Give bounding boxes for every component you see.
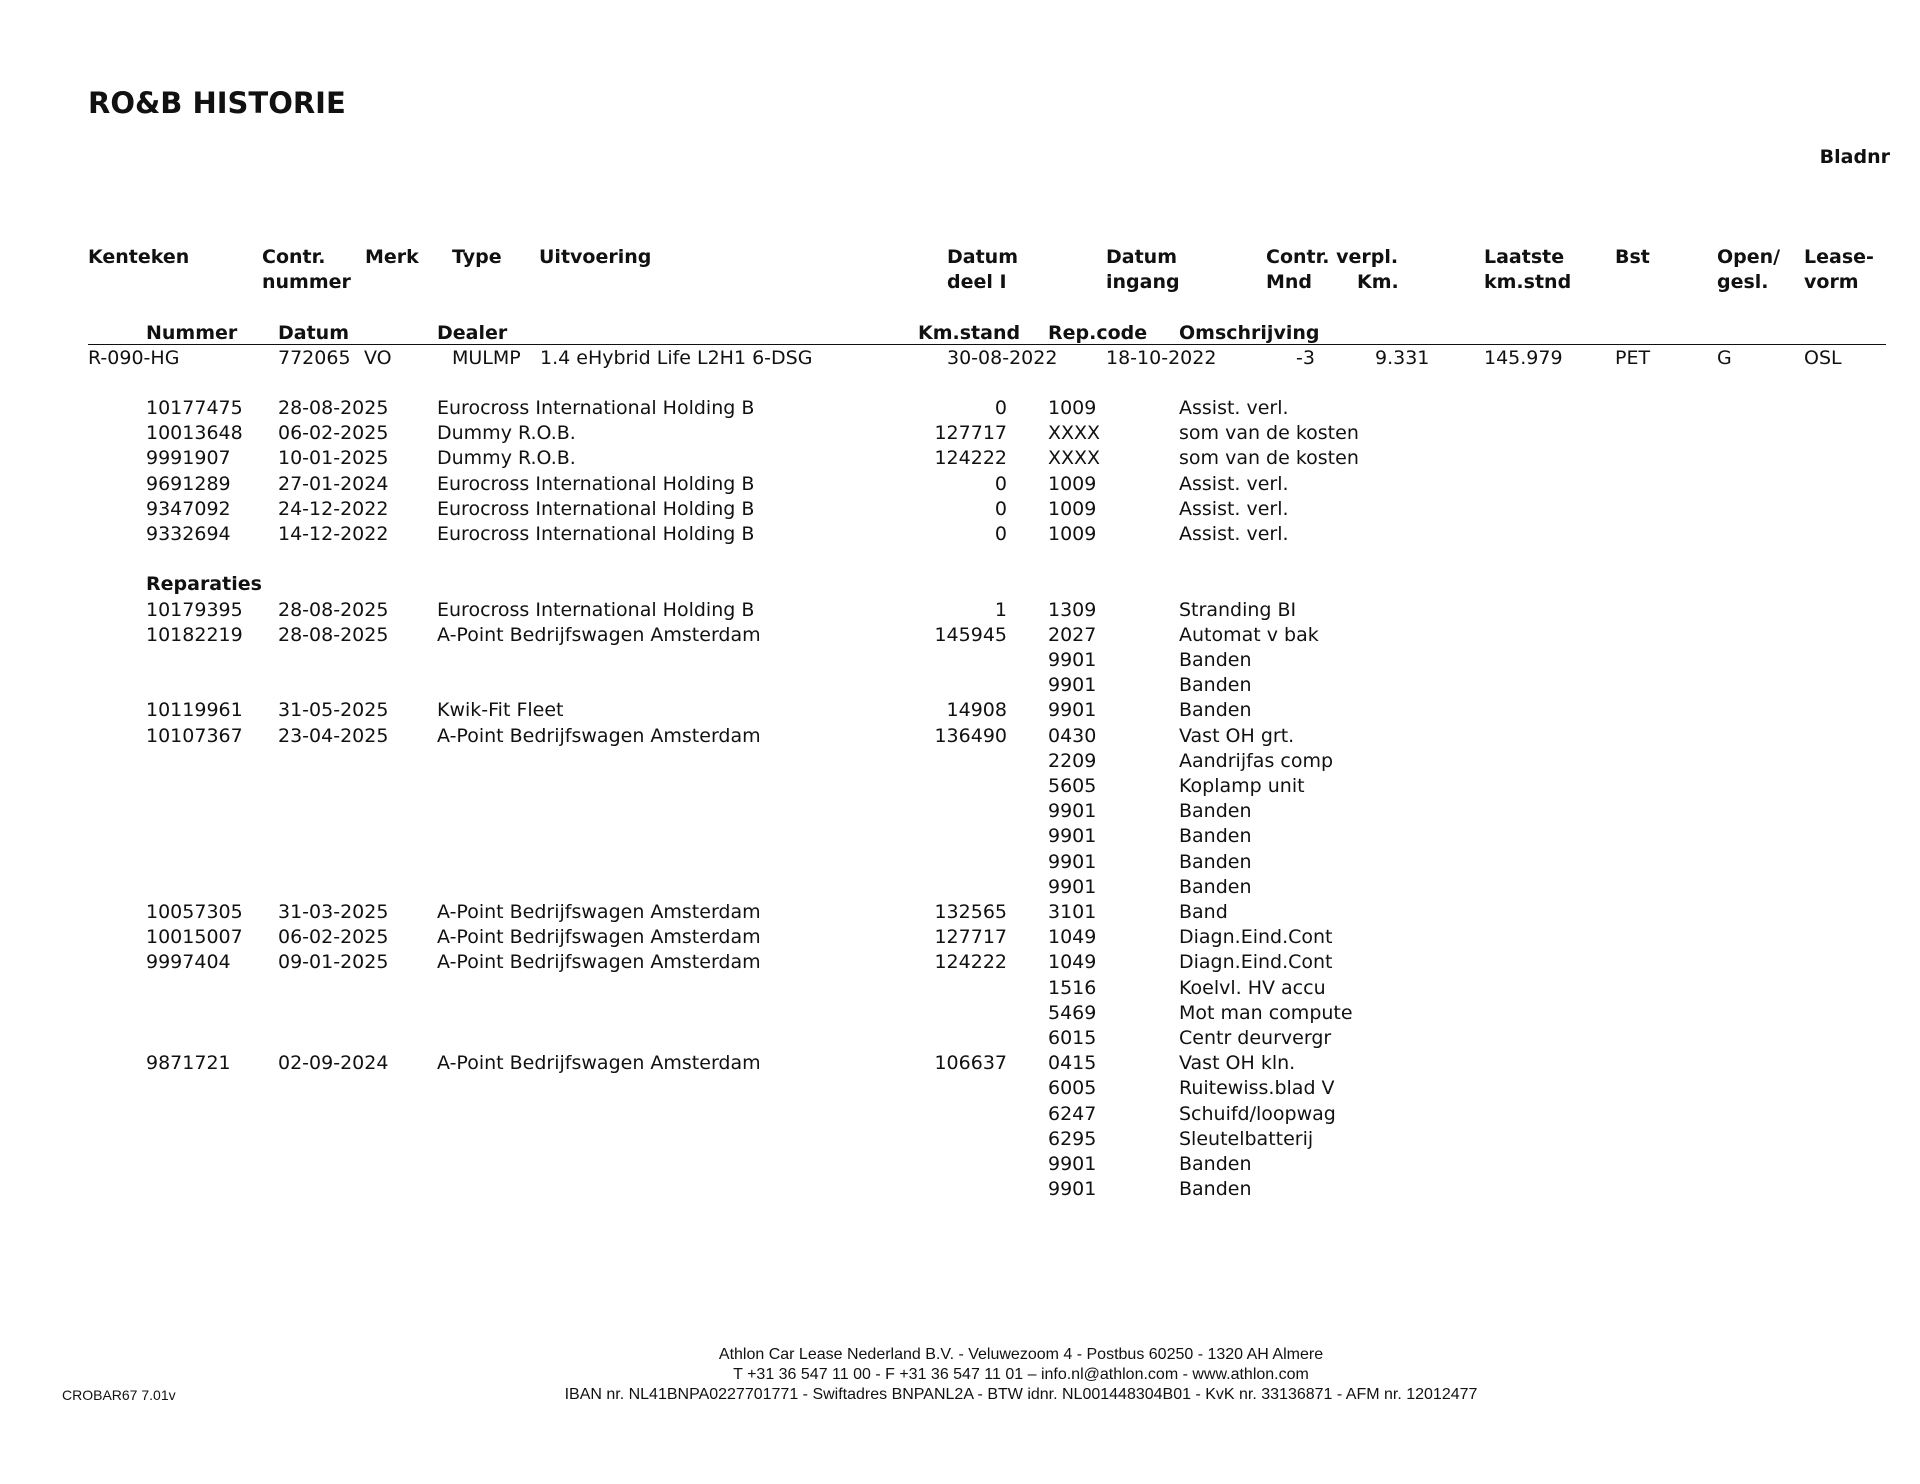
row-kmstand: 1 — [994, 598, 1007, 621]
row-repcode: 0430 — [1048, 724, 1097, 747]
row-omschrijving: Banden — [1179, 699, 1252, 722]
row-repcode: 0415 — [1048, 1052, 1097, 1075]
row-datum: 06-02-2025 — [278, 926, 389, 949]
row-repcode: 2209 — [1048, 749, 1097, 772]
row-repcode: 1516 — [1048, 976, 1097, 999]
row-datum: 28-08-2025 — [278, 397, 389, 419]
row-nummer: 9691289 — [146, 472, 231, 495]
vehicle-km: 9.331 — [1375, 347, 1430, 369]
row-omschrijving: Banden — [1179, 875, 1252, 898]
row-datum: 27-01-2024 — [278, 472, 389, 495]
page-title: RO&B HISTORIE — [88, 86, 346, 120]
subheader-datum: Datum — [278, 322, 349, 344]
row-nummer: 10013648 — [146, 422, 243, 445]
row-omschrijving: Banden — [1179, 800, 1252, 823]
row-datum: 31-05-2025 — [278, 699, 389, 722]
row-omschrijving: Assist. verl. — [1179, 472, 1289, 495]
row-omschrijving: Banden — [1179, 825, 1252, 848]
subheader-repcode: Rep.code — [1048, 322, 1148, 344]
row-omschrijving: Diagn.Eind.Cont — [1179, 951, 1333, 974]
row-datum: 09-01-2025 — [278, 951, 389, 974]
row-repcode: 9901 — [1048, 674, 1097, 697]
vehicle-bst: PET — [1615, 347, 1651, 369]
row-kmstand: 132565 — [934, 901, 1007, 923]
vehicle-contract-suffix: VO — [364, 347, 392, 369]
row-omschrijving: Mot man compute — [1179, 1001, 1353, 1024]
subheader-omschrijving: Omschrijving — [1179, 322, 1320, 344]
header-contr-verpl: Contr. verpl. — [1266, 246, 1399, 268]
header-km: Km. — [1357, 271, 1399, 293]
header-vorm: vorm — [1804, 271, 1859, 293]
row-omschrijving: som van de kosten — [1179, 447, 1359, 470]
header-divider — [88, 344, 1886, 345]
vehicle-datum-deel1: 30-08-2022 — [947, 347, 1058, 369]
header-ingang: ingang — [1106, 271, 1180, 293]
row-datum: 06-02-2025 — [278, 422, 389, 445]
row-datum: 23-04-2025 — [278, 724, 389, 747]
row-kmstand: 0 — [994, 472, 1007, 495]
header-mnd: Mnd — [1266, 271, 1313, 293]
row-dealer: Eurocross International Holding B — [437, 472, 755, 495]
row-omschrijving: Ruitewiss.blad V — [1179, 1077, 1335, 1100]
row-kmstand: 136490 — [934, 724, 1007, 747]
row-nummer: 10182219 — [146, 623, 243, 646]
row-datum: 31-03-2025 — [278, 901, 389, 923]
reparaties-heading: Reparaties — [146, 573, 262, 595]
row-repcode: 5605 — [1048, 775, 1097, 797]
row-repcode: XXXX — [1048, 422, 1101, 445]
header-merk: Merk — [365, 246, 419, 268]
row-omschrijving: Aandrijfas comp — [1179, 749, 1334, 772]
row-dealer: A-Point Bedrijfswagen Amsterdam — [437, 901, 761, 923]
row-datum: 24-12-2022 — [278, 497, 389, 520]
header-type: Type — [452, 246, 502, 268]
row-nummer: 9347092 — [146, 497, 231, 520]
row-dealer: Dummy R.O.B. — [437, 447, 576, 470]
row-omschrijving: Vast OH grt. — [1179, 724, 1295, 747]
row-kmstand: 0 — [994, 397, 1007, 419]
row-omschrijving: Assist. verl. — [1179, 523, 1289, 545]
header-contr: Contr. — [262, 246, 326, 268]
header-kenteken: Kenteken — [88, 246, 190, 268]
row-omschrijving: Banden — [1179, 649, 1252, 671]
row-nummer: 10057305 — [146, 901, 243, 923]
row-repcode: 1009 — [1048, 397, 1097, 419]
row-repcode: 3101 — [1048, 901, 1097, 923]
row-omschrijving: Banden — [1179, 674, 1252, 697]
vehicle-laatste-km: 145.979 — [1484, 347, 1563, 369]
row-repcode: 9901 — [1048, 800, 1097, 823]
header-deel-i: deel I — [947, 271, 1007, 293]
row-repcode: 5469 — [1048, 1001, 1097, 1024]
row-repcode: 6247 — [1048, 1102, 1097, 1125]
row-omschrijving: Centr deurvergr — [1179, 1027, 1332, 1049]
row-nummer: 10107367 — [146, 724, 243, 747]
header-bst: Bst — [1615, 246, 1650, 268]
vehicle-merk: MULMP — [452, 347, 521, 369]
subheader-nummer: Nummer — [146, 322, 238, 344]
row-dealer: A-Point Bedrijfswagen Amsterdam — [437, 926, 761, 949]
vehicle-uitvoering: 1.4 eHybrid Life L2H1 6-DSG — [540, 347, 813, 369]
row-omschrijving: Banden — [1179, 1153, 1252, 1175]
row-nummer: 10177475 — [146, 397, 243, 419]
header-lease: Lease- — [1804, 246, 1874, 268]
footer-contact: T +31 36 547 11 00 - F +31 36 547 11 01 – info.nl@athlon.com - www.athlon.com — [733, 1366, 1309, 1383]
vehicle-datum-ingang: 18-10-2022 — [1106, 347, 1217, 369]
row-omschrijving: Schuifd/loopwag — [1179, 1102, 1336, 1125]
row-dealer: A-Point Bedrijfswagen Amsterdam — [437, 623, 761, 646]
row-nummer: 10119961 — [146, 699, 243, 722]
row-repcode: 9901 — [1048, 875, 1097, 898]
row-kmstand: 106637 — [934, 1052, 1007, 1075]
row-kmstand: 0 — [994, 497, 1007, 520]
row-repcode: 9901 — [1048, 649, 1097, 671]
row-repcode: 1009 — [1048, 523, 1097, 545]
vehicle-contract: 772065 — [278, 347, 351, 369]
row-dealer: A-Point Bedrijfswagen Amsterdam — [437, 1052, 761, 1075]
row-kmstand: 127717 — [934, 926, 1007, 949]
subheader-dealer: Dealer — [437, 322, 508, 344]
header-open: Open/ — [1717, 246, 1781, 268]
row-datum: 28-08-2025 — [278, 623, 389, 646]
row-dealer: A-Point Bedrijfswagen Amsterdam — [437, 724, 761, 747]
row-repcode: 1049 — [1048, 951, 1097, 974]
row-nummer: 9991907 — [146, 447, 231, 470]
row-datum: 28-08-2025 — [278, 598, 389, 621]
row-datum: 10-01-2025 — [278, 447, 389, 470]
row-repcode: 9901 — [1048, 825, 1097, 848]
row-repcode: 2027 — [1048, 623, 1097, 646]
header-uitvoering: Uitvoering — [539, 246, 652, 268]
row-omschrijving: Assist. verl. — [1179, 497, 1289, 520]
row-omschrijving: Koplamp unit — [1179, 775, 1305, 797]
row-omschrijving: Diagn.Eind.Cont — [1179, 926, 1333, 949]
bladnr-label: Bladnr — [1819, 146, 1890, 168]
row-dealer: Eurocross International Holding B — [437, 598, 755, 621]
row-repcode: 1049 — [1048, 926, 1097, 949]
row-dealer: Eurocross International Holding B — [437, 497, 755, 520]
vehicle-leasevorm: OSL — [1804, 347, 1842, 369]
header-laatste: Laatste — [1484, 246, 1565, 268]
row-omschrijving: Koelvl. HV accu — [1179, 976, 1326, 999]
row-dealer: Eurocross International Holding B — [437, 397, 755, 419]
row-dealer: Dummy R.O.B. — [437, 422, 576, 445]
header-gesl: gesl. — [1717, 271, 1769, 293]
row-dealer: Kwik-Fit Fleet — [437, 699, 564, 722]
vehicle-mnd: -3 — [1296, 347, 1315, 369]
row-repcode: XXXX — [1048, 447, 1101, 470]
row-omschrijving: Stranding BI — [1179, 598, 1297, 621]
header-datum-deel: Datum — [947, 246, 1018, 268]
row-kmstand: 127717 — [934, 422, 1007, 445]
row-repcode: 9901 — [1048, 699, 1097, 722]
row-kmstand: 14908 — [946, 699, 1007, 722]
row-omschrijving: som van de kosten — [1179, 422, 1359, 445]
row-repcode: 1009 — [1048, 497, 1097, 520]
footer-address: Athlon Car Lease Nederland B.V. - Veluwezoom 4 - Postbus 60250 - 1320 AH Almere — [718, 1346, 1324, 1363]
row-omschrijving: Assist. verl. — [1179, 397, 1289, 419]
row-nummer: 9332694 — [146, 523, 231, 545]
row-datum: 02-09-2024 — [278, 1052, 389, 1075]
row-nummer: 9871721 — [146, 1052, 231, 1075]
row-omschrijving: Banden — [1179, 850, 1252, 873]
vehicle-kenteken: R-090-HG — [88, 347, 180, 369]
vehicle-open-gesl: G — [1717, 347, 1732, 369]
row-repcode: 1009 — [1048, 472, 1097, 495]
row-repcode: 9901 — [1048, 1178, 1097, 1201]
footer-bank: IBAN nr. NL41BNPA0227701771 - Swiftadres BNPANL2A - BTW idnr. NL001448304B01 - KvK nr. 33136871 - AFM nr. 12012477 — [564, 1386, 1478, 1403]
row-repcode: 6295 — [1048, 1127, 1097, 1150]
subheader-kmstand: Km.stand — [918, 322, 1021, 344]
row-kmstand: 0 — [994, 523, 1007, 545]
row-omschrijving: Vast OH kln. — [1179, 1052, 1296, 1075]
row-repcode: 1309 — [1048, 598, 1097, 621]
row-nummer: 9997404 — [146, 951, 231, 974]
row-omschrijving: Automat v bak — [1179, 623, 1319, 646]
header-nummer: nummer — [262, 271, 351, 293]
row-repcode: 6015 — [1048, 1027, 1097, 1049]
header-datum-ingang: Datum — [1106, 246, 1177, 268]
row-omschrijving: Band — [1179, 901, 1228, 923]
row-repcode: 9901 — [1048, 1153, 1097, 1175]
row-datum: 14-12-2022 — [278, 523, 389, 545]
row-kmstand: 124222 — [934, 951, 1007, 974]
row-repcode: 9901 — [1048, 850, 1097, 873]
row-dealer: A-Point Bedrijfswagen Amsterdam — [437, 951, 761, 974]
footer-version: CROBAR67 7.01v — [62, 1387, 176, 1403]
header-kmstnd: km.stnd — [1484, 271, 1572, 293]
row-omschrijving: Banden — [1179, 1178, 1252, 1201]
row-repcode: 6005 — [1048, 1077, 1097, 1100]
row-nummer: 10179395 — [146, 598, 243, 621]
row-dealer: Eurocross International Holding B — [437, 523, 755, 545]
row-nummer: 10015007 — [146, 926, 243, 949]
row-omschrijving: Sleutelbatterij — [1179, 1127, 1314, 1150]
row-kmstand: 124222 — [934, 447, 1007, 470]
row-kmstand: 145945 — [934, 623, 1007, 646]
